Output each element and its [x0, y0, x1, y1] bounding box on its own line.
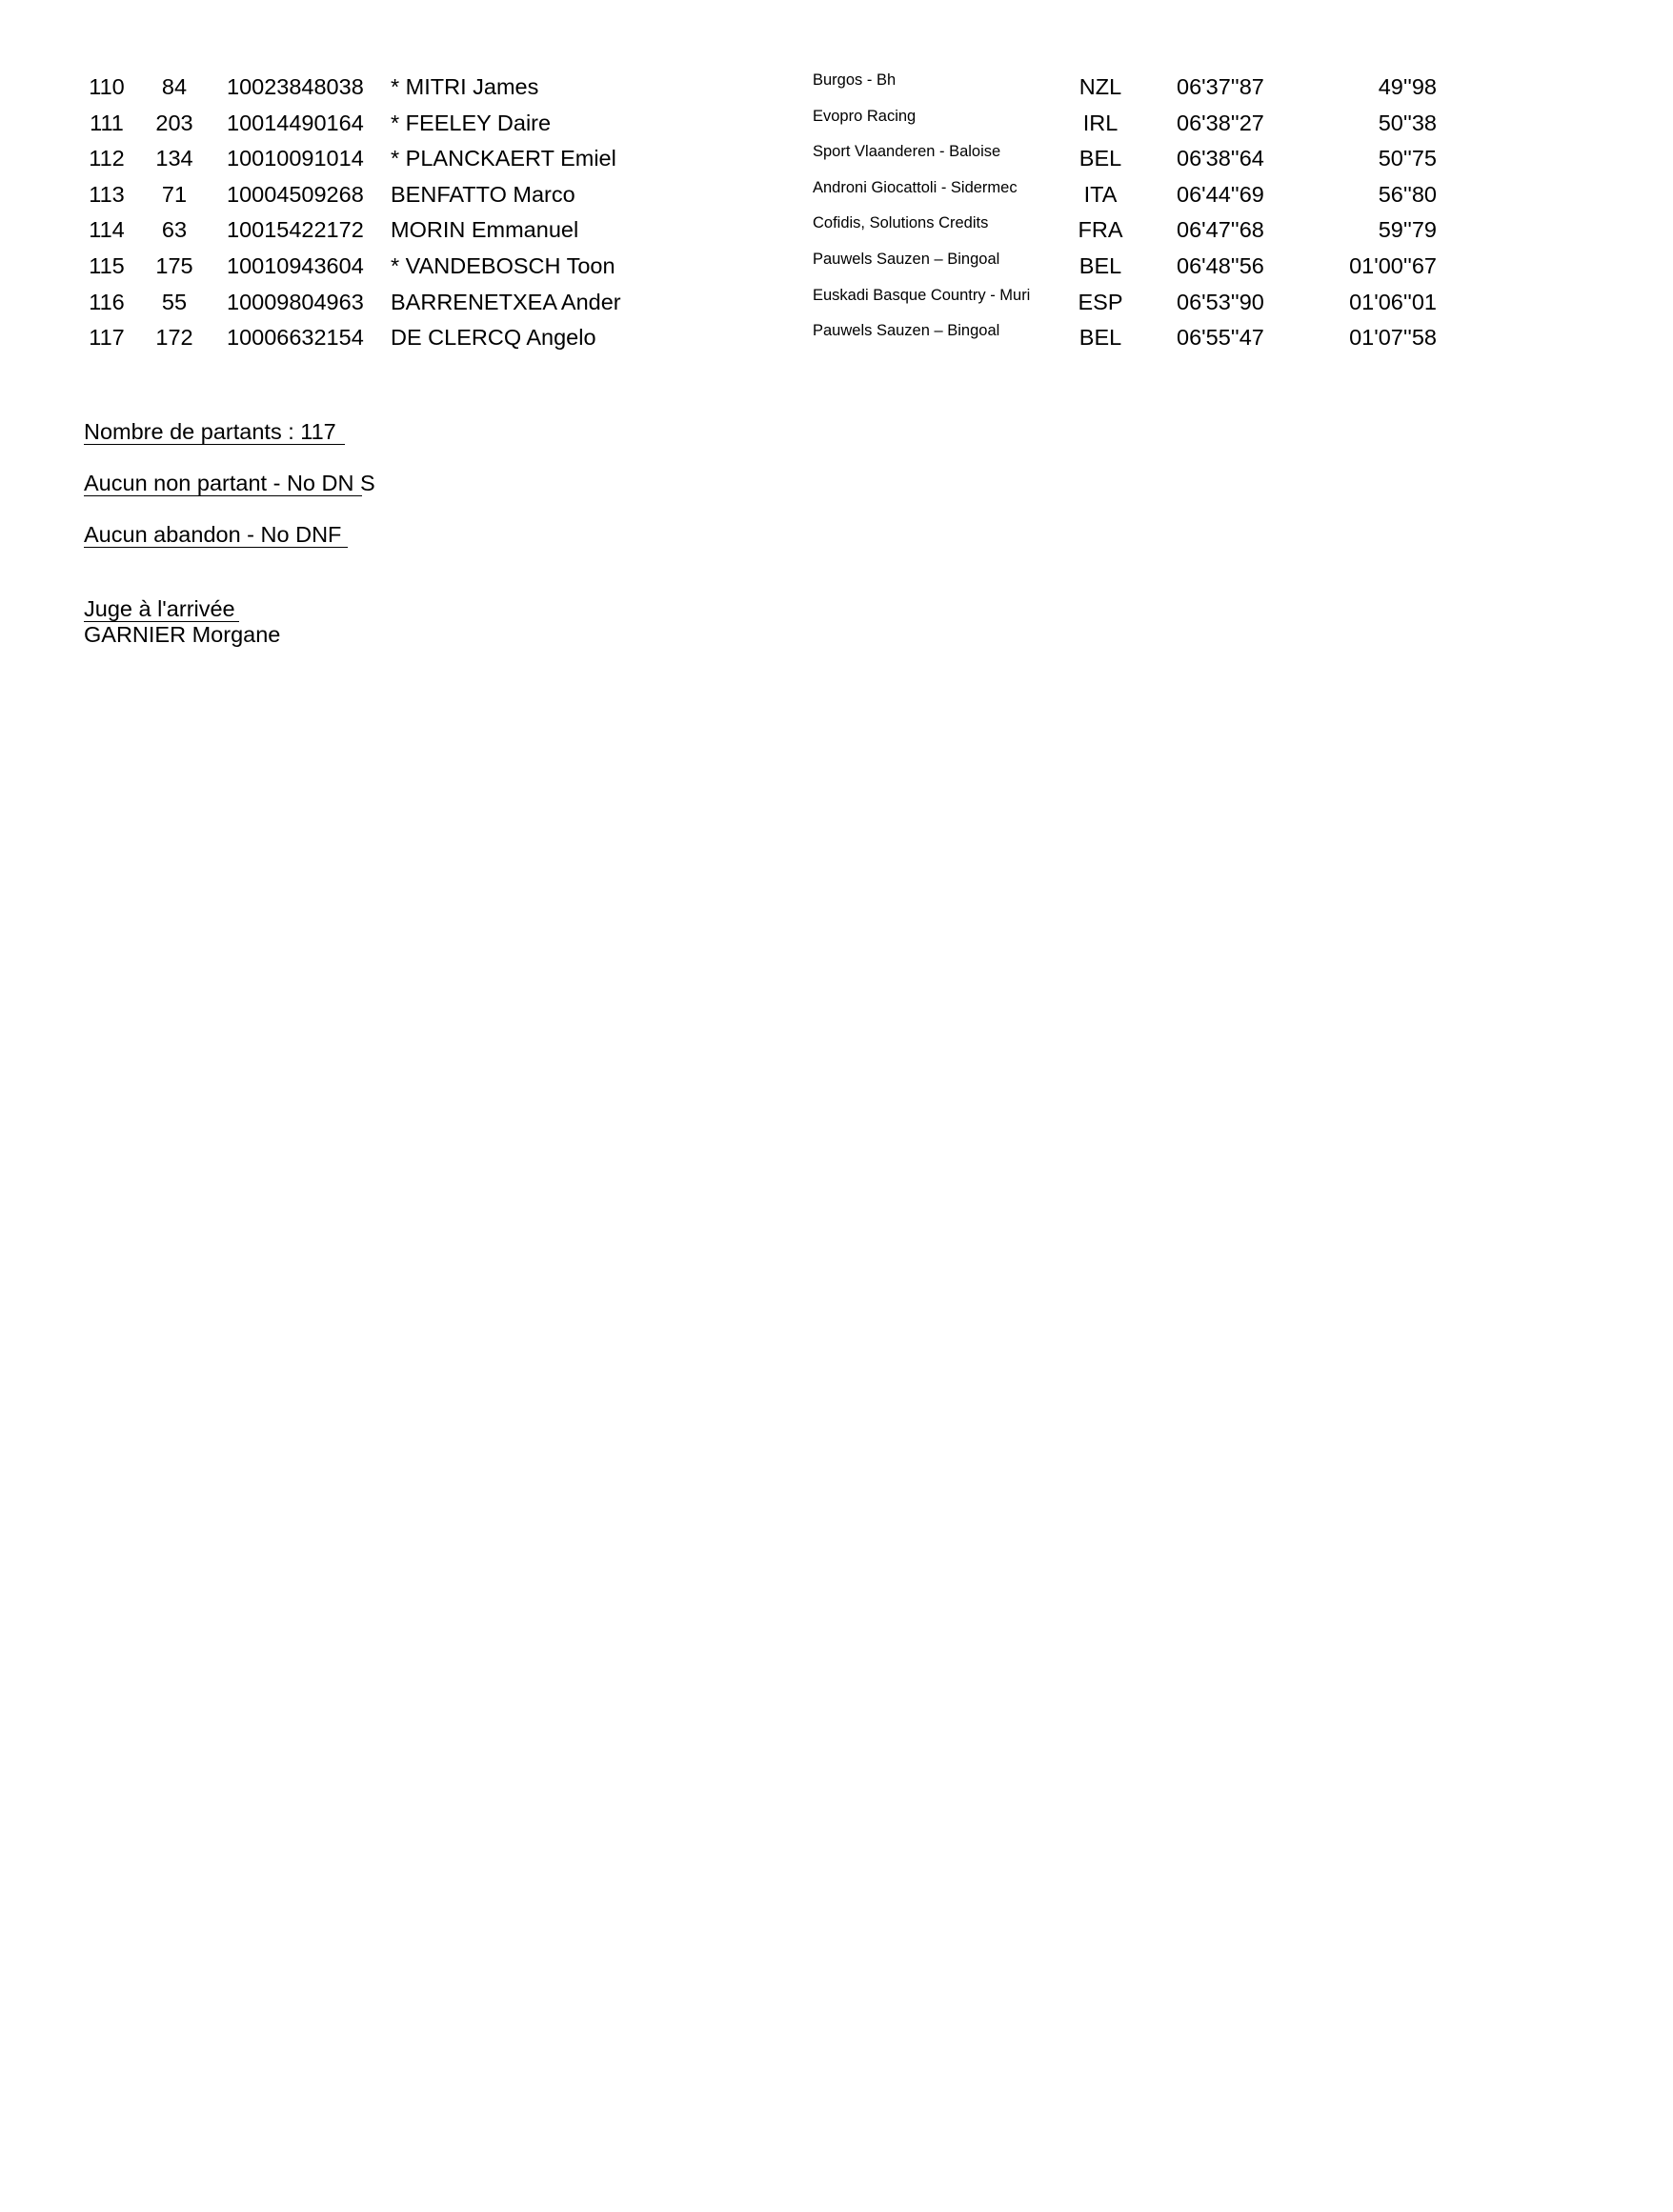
rider-name-cell: BENFATTO Marco	[391, 181, 575, 207]
uci-id-cell: 10010091014	[227, 146, 364, 171]
uci-id-cell: 10014490164	[227, 110, 364, 135]
bib-cell: 63	[161, 217, 188, 243]
time-cell: 06'38''64	[1177, 146, 1264, 171]
table-row	[0, 214, 1673, 253]
bib-cell: 84	[161, 74, 188, 99]
nationality-cell: ESP	[1078, 289, 1123, 314]
rider-name-cell: * VANDEBOSCH Toon	[391, 252, 615, 278]
time-cell: 06'53''90	[1177, 289, 1264, 314]
rider-name-cell: * FEELEY Daire	[391, 110, 552, 135]
gap-cell: 49''98	[1378, 74, 1437, 99]
table-row	[0, 250, 1673, 290]
rider-name-cell: * PLANCKAERT Emiel	[391, 146, 616, 171]
rank-cell: 114	[89, 217, 125, 243]
judge-label-text: Juge à l'arrivée	[84, 597, 239, 622]
table-row	[0, 286, 1673, 326]
starters-count	[84, 419, 345, 445]
table-row	[0, 107, 1673, 147]
time-cell: 06'44''69	[1177, 181, 1264, 207]
gap-cell: 56''80	[1378, 181, 1437, 207]
dnf-note-text: Aucun abandon - No DNF	[84, 523, 348, 548]
team-cell: Cofidis, Solutions Credits	[813, 214, 989, 232]
bib-cell: 172	[155, 325, 193, 351]
time-cell: 06'47''68	[1177, 217, 1264, 243]
bib-cell: 175	[155, 252, 193, 278]
table-row	[0, 322, 1673, 361]
rank-cell: 110	[89, 74, 125, 99]
time-cell: 06'55''47	[1177, 325, 1264, 351]
rank-cell: 115	[89, 252, 125, 278]
nationality-cell: IRL	[1082, 110, 1119, 135]
judge-name: GARNIER Morgane	[84, 622, 281, 647]
rider-name-cell: * MITRI James	[391, 74, 539, 99]
nationality-cell: ITA	[1083, 181, 1118, 207]
team-cell: Androni Giocattoli - Sidermec	[813, 178, 1018, 196]
nationality-cell: FRA	[1078, 217, 1123, 243]
team-cell: Sport Vlaanderen - Baloise	[813, 143, 1001, 161]
bib-cell: 134	[155, 146, 193, 171]
time-cell: 06'48''56	[1177, 252, 1264, 278]
results-table	[0, 71, 1673, 361]
rank-cell: 112	[89, 146, 125, 171]
uci-id-cell: 10023848038	[227, 74, 364, 99]
gap-cell: 50''75	[1378, 146, 1437, 171]
rank-cell: 113	[89, 181, 125, 207]
time-cell: 06'38''27	[1177, 110, 1264, 135]
team-cell: Evopro Racing	[813, 107, 917, 125]
rank-cell: 117	[89, 325, 125, 351]
uci-id-cell: 10004509268	[227, 181, 364, 207]
dns-note	[84, 471, 375, 496]
team-cell: Pauwels Sauzen – Bingoal	[813, 322, 1000, 340]
rider-name-cell: DE CLERCQ Angelo	[391, 325, 596, 351]
team-cell: Pauwels Sauzen – Bingoal	[813, 250, 1000, 268]
time-cell: 06'37''87	[1177, 74, 1264, 99]
bib-cell: 71	[161, 181, 188, 207]
rank-cell: 116	[89, 289, 125, 314]
uci-id-cell: 10010943604	[227, 252, 364, 278]
table-row	[0, 178, 1673, 218]
dns-note-text: Aucun non partant - No DN S	[84, 471, 375, 495]
table-row	[0, 143, 1673, 182]
team-cell: Euskadi Basque Country - Muri	[813, 286, 1031, 304]
bib-cell: 55	[161, 289, 188, 314]
rank-cell: 111	[90, 110, 124, 135]
rider-name-cell: BARRENETXEA Ander	[391, 289, 621, 314]
rider-name-cell: MORIN Emmanuel	[391, 217, 579, 243]
judge-label	[84, 596, 239, 622]
uci-id-cell: 10006632154	[227, 325, 364, 351]
uci-id-cell: 10015422172	[227, 217, 364, 243]
dnf-note	[84, 522, 348, 548]
nationality-cell: BEL	[1078, 146, 1122, 171]
gap-cell: 59''79	[1378, 217, 1437, 243]
team-cell: Burgos - Bh	[813, 71, 897, 89]
gap-cell: 01'07''58	[1349, 325, 1437, 351]
nationality-cell: NZL	[1078, 74, 1122, 99]
gap-cell: 01'06''01	[1349, 289, 1437, 314]
uci-id-cell: 10009804963	[227, 289, 364, 314]
gap-cell: 01'00''67	[1349, 252, 1437, 278]
table-row	[0, 71, 1673, 111]
starters-count-text: Nombre de partants : 117	[84, 420, 345, 445]
nationality-cell: BEL	[1078, 252, 1122, 278]
bib-cell: 203	[155, 110, 193, 135]
nationality-cell: BEL	[1078, 325, 1122, 351]
gap-cell: 50''38	[1378, 110, 1437, 135]
